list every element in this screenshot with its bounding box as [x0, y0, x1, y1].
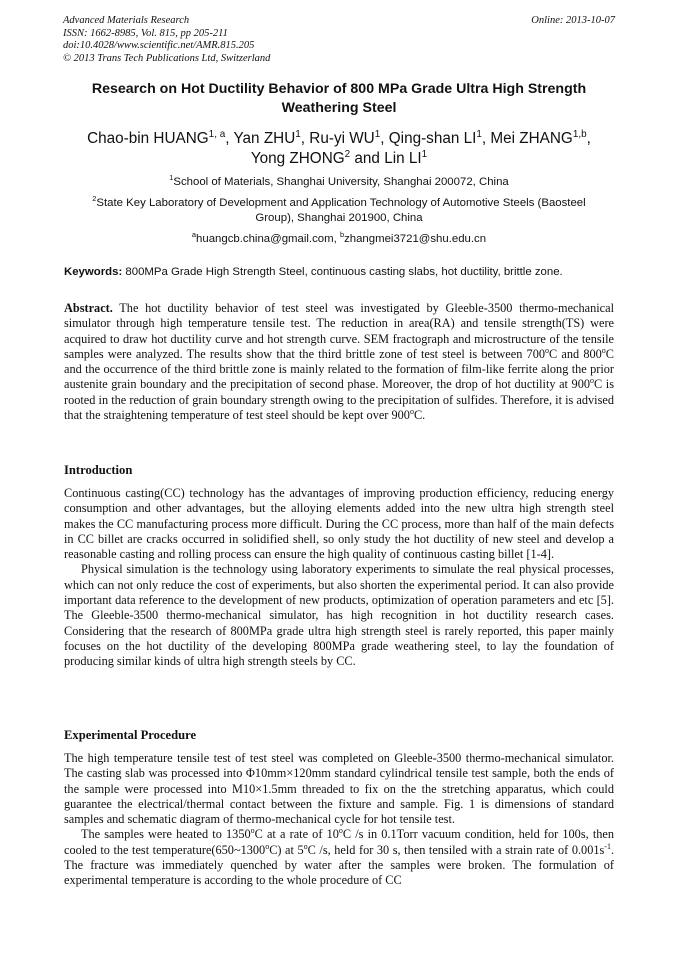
affiliation-1: $^1$School of Materials, Shanghai University, Shanghai 200072, China — [169, 173, 509, 188]
keywords-text: 800MPa Grade High Strength Steel, continuous casting slabs, hot ductility, brittle zone. — [122, 266, 563, 278]
email-link[interactable]: zhangmei3721@shu.edu.cn — [344, 233, 487, 245]
doi-line: doi:10.4028/www.scientific.net/AMR.815.205 — [63, 40, 255, 51]
author: Qing-shan $LI^1$, — [388, 128, 491, 147]
experimental-body — [64, 751, 614, 889]
title-line-2: Weathering Steel — [281, 100, 397, 116]
journal-header — [63, 15, 615, 65]
experimental-paragraph: The high temperature tensile test of test steel was completed on Gleeble-3500 thermo-mechanical simulator. The casting slab was processed into Φ10mm×120mm standard cylindrical tensile test sample, both the ends of the sample were processed into M10×1.5mm threaded to fix on the the stretching apparatus, which could guarantee the electrical/thermal contact between the fixture and sample. Fig. 1 is dimensions of standard samples and schematic diagram of thermo-mechanical cycle for hot tensile test. — [64, 751, 614, 827]
section-heading-experimental: Experimental Procedure — [64, 728, 197, 742]
introduction-body — [64, 486, 614, 670]
abstract-paragraph: Abstract. The hot ductility behavior of test steel was investigated by Gleeble-3500 thermo-mechanical simulator through high temperature tensile test. The reduction in area(RA) and tensile strength(TS) were acquired to draw hot ductility curve and hot strength curve. SEM fractograph and microstructure of the tensile samples were analyzed. The results show that the third brittle zone of test steel is between 700$^o$C and 800$^o$C and the occurrence of the third brittle zone is mainly related to the formation of film-like ferrite along the prior austenite grain boundary and the precipitation of second phase. Moreover, the drop of hot ductility at 900$^o$C is rooted in the reduction of grain boundary strength owing to the precipitation of sulfides. Therefore, it is advised that the straightening temperature of test steel should be kept over 900$^o$C. — [64, 301, 614, 423]
issn-line: ISSN: 1662-8985, Vol. 815, pp 205-211 — [63, 27, 228, 39]
paper-title — [50, 80, 628, 118]
abstract-label: Abstract. — [64, 301, 113, 315]
author-list — [40, 129, 638, 169]
introduction-paragraph: Physical simulation is the technology using laboratory experiments to simulate the real physical processes, which can not only reduce the cost of experiments, but also shorten the experimental period. It can also provide important data reference to the development of new products, optimization of operation parameters and etc [5]. The Gleeble-3500 thermo-mechanical simulator, has high recognition in hot ductility research cases. Considering that the research of 800MPa grade ultra high strength steel is rarely reported, this paper mainly focuses on the hot ductility of the developing 800MPa grade weathering steel, to lay the foundation of producing similar kinds of ultra high strength steels by CC. — [64, 562, 614, 669]
author: Lin $LI^1$ — [384, 148, 428, 167]
author: Mei ZHANG$^{1,b}$, — [490, 128, 591, 147]
experimental-paragraph: The samples were heated to 1350$^o$C at a rate of 10$^o$C /s in 0.1Torr vacuum condition, held for 100s, then cooled to the test temperature(650~1300$^o$C) at 5$^o$C /s, held for 30 s, then tensiled with a strain rate of $0.001s^{-1}$. The fracture was immediately quenched by water after the samples were broken. The formulation of experimental temperature is according to the whole procedure of CC — [64, 826, 615, 888]
email-line: $^a$huangcb.china@gmail.com, $^b$zhangmei3721@shu.edu.cn — [191, 230, 487, 245]
author: Yan ZHU$^1$, — [233, 128, 310, 147]
title-line-1: Research on Hot Ductility Behavior of 800 MPa Grade Ultra High Strength — [91, 81, 587, 97]
abstract — [64, 301, 614, 423]
email-link[interactable]: huangcb.china@gmail.com, — [196, 233, 340, 245]
section-heading-introduction: Introduction — [64, 463, 133, 477]
author: Chao-bin HUANG$^{1, a}$, — [87, 128, 234, 147]
author: Yong ZHONG$^2$ and — [250, 148, 385, 167]
affiliation-2: $^2$State Key Laboratory of Development and Application Technology of Automotive Steels (Baosteel Group), Shanghai 201900, China — [92, 194, 586, 224]
keywords — [64, 265, 616, 280]
online-date: Online: 2013-10-07 — [531, 15, 615, 26]
keywords-label: Keywords: — [64, 266, 123, 278]
journal-name: Advanced Materials Research — [63, 15, 190, 26]
introduction-paragraph: Continuous casting(CC) technology has the advantages of improving production efficiency, reducing energy consumption and other advantages, but the alloying elements added into the new ultra high strength steel makes the CC manufacturing process more difficult. During the CC process, more than half of the main defects in CC billet are cracks occurred in solidified shell, so only study the hot ductility of new steel and develop a reasonable casting and rolling process can ensure the high quality of continuous casting billet [1-4]. — [64, 486, 614, 562]
author: Ru-yi $WU^1$, — [309, 128, 389, 147]
copyright-line: © 2013 Trans Tech Publications Ltd, Switzerland — [63, 52, 271, 64]
